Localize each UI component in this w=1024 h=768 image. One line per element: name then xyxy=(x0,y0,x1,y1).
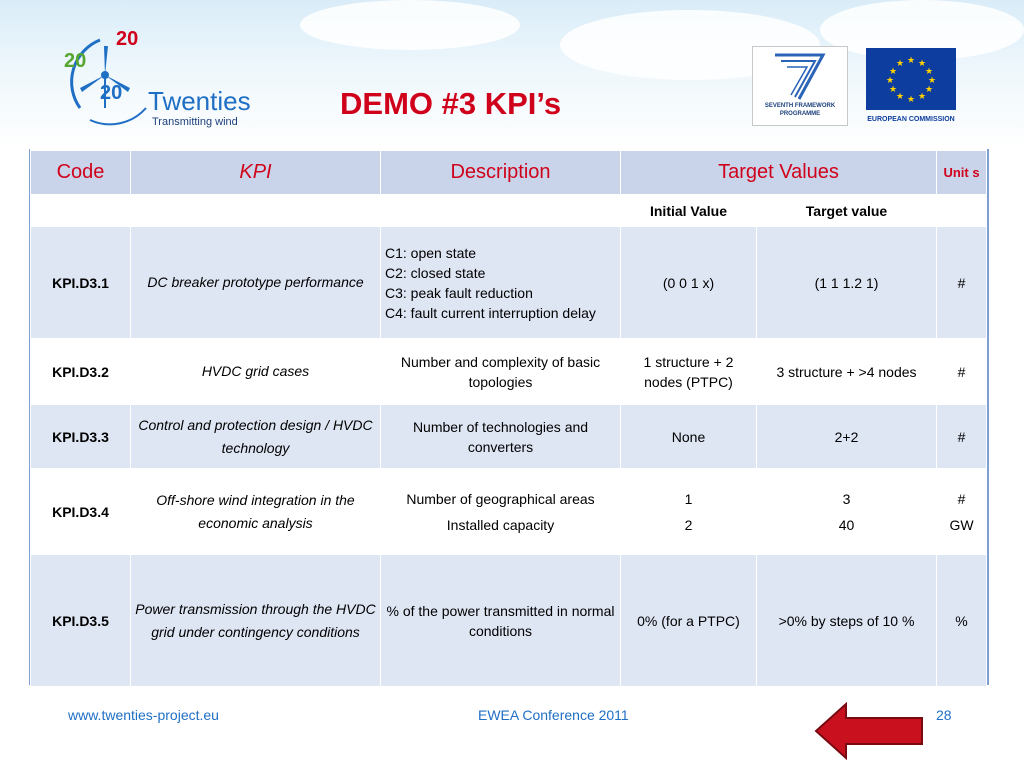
fp7-logo xyxy=(752,46,848,126)
target-item: 3 xyxy=(842,490,851,507)
target-item: 40 xyxy=(838,516,855,533)
subheader-target: Target value xyxy=(757,195,937,227)
seven-icon xyxy=(753,47,847,103)
header-description: Description xyxy=(381,151,621,195)
row-code: KPI.D3.4 xyxy=(31,469,131,555)
row-unit: # xyxy=(937,227,987,339)
cloud-shape xyxy=(300,0,520,50)
fp7-label-line1: SEVENTH FRAMEWORK xyxy=(764,103,836,109)
subheader-initial: Initial Value xyxy=(621,195,757,227)
svg-text:★: ★ xyxy=(917,59,927,69)
header-units: Unit s xyxy=(937,151,987,195)
table-row xyxy=(31,469,987,555)
header-kpi: KPI xyxy=(131,151,381,195)
row-kpi: Off-shore wind integration in the economic analysis xyxy=(131,469,381,555)
svg-text:★: ★ xyxy=(895,59,905,69)
row-kpi: Power transmission through the HVDC grid under contingency conditions xyxy=(131,555,381,687)
table-header-row xyxy=(31,151,987,195)
row-code: KPI.D3.3 xyxy=(31,405,131,469)
description-item: Number of geographical areas xyxy=(406,490,595,507)
row-initial-value: 0% (for a PTPC) xyxy=(621,555,757,687)
logo-year-bottom: 20 xyxy=(100,82,123,104)
eu-flag xyxy=(866,48,956,110)
row-code: KPI.D3.1 xyxy=(31,227,131,339)
svg-text:★: ★ xyxy=(888,85,898,95)
row-description: Number and complexity of basic topologies xyxy=(381,339,621,405)
row-initial-value: None xyxy=(621,405,757,469)
svg-text:★: ★ xyxy=(924,85,934,95)
table-row xyxy=(31,405,987,469)
logo-tagline: Transmitting wind xyxy=(152,116,238,128)
description-line: C1: open state xyxy=(385,244,477,261)
svg-text:★: ★ xyxy=(906,56,916,66)
initial-item: 2 xyxy=(684,516,693,533)
eu-label: EUROPEAN COMMISSION xyxy=(867,116,955,123)
svg-text:★: ★ xyxy=(927,76,937,86)
page-number: 28 xyxy=(936,707,952,723)
header-target-values: Target Values xyxy=(621,151,937,195)
description-line: C4: fault current interruption delay xyxy=(385,304,596,321)
row-code: KPI.D3.2 xyxy=(31,339,131,405)
unit-item: # xyxy=(957,490,966,507)
footer-url-link[interactable]: www.twenties-project.eu xyxy=(68,707,219,723)
kpi-table xyxy=(30,150,987,687)
row-unit: % xyxy=(937,555,987,687)
table-subheader-row xyxy=(31,195,987,227)
row-description: Number of technologies and converters xyxy=(381,405,621,469)
row-kpi: HVDC grid cases xyxy=(131,339,381,405)
row-initial-value: (0 0 1 x) xyxy=(621,227,757,339)
description-line: C2: closed state xyxy=(385,264,486,281)
page-title: DEMO #3 KPI’s xyxy=(340,86,562,121)
svg-text:★: ★ xyxy=(917,92,927,102)
row-description: % of the power transmitted in normal conditions xyxy=(381,555,621,687)
svg-text:★: ★ xyxy=(885,76,895,86)
row-unit: # xyxy=(937,339,987,405)
row-unit: # xyxy=(937,405,987,469)
row-code: KPI.D3.5 xyxy=(31,555,131,687)
header-code: Code xyxy=(31,151,131,195)
unit-item: GW xyxy=(949,516,974,533)
description-item: Installed capacity xyxy=(446,516,555,533)
row-unit xyxy=(937,469,987,555)
logo-year-top: 20 xyxy=(116,28,139,50)
row-target-value: (1 1 1.2 1) xyxy=(757,227,937,339)
description-line: C3: peak fault reduction xyxy=(385,284,533,301)
svg-text:★: ★ xyxy=(895,92,905,102)
table-row xyxy=(31,555,987,687)
row-target-value: 3 structure + >4 nodes xyxy=(757,339,937,405)
logo-year-left: 20 xyxy=(64,50,87,72)
footer-event: EWEA Conference 2011 xyxy=(478,707,629,723)
fp7-label-line2: PROGRAMME xyxy=(779,111,821,117)
table-row xyxy=(31,339,987,405)
row-target-value: >0% by steps of 10 % xyxy=(757,555,937,687)
row-target-value: 2+2 xyxy=(757,405,937,469)
svg-text:★: ★ xyxy=(888,67,898,77)
row-description xyxy=(381,227,621,339)
table-row xyxy=(31,227,987,339)
svg-text:★: ★ xyxy=(906,95,916,105)
row-initial-value: 1 structure + 2 nodes (PTPC) xyxy=(621,339,757,405)
left-arrow-icon[interactable] xyxy=(814,702,924,765)
svg-text:★: ★ xyxy=(924,67,934,77)
row-kpi: Control and protection design / HVDC technology xyxy=(131,405,381,469)
row-target-value xyxy=(757,469,937,555)
row-description xyxy=(381,469,621,555)
twenties-logo xyxy=(60,28,280,138)
row-kpi: DC breaker prototype performance xyxy=(131,227,381,339)
initial-item: 1 xyxy=(684,490,693,507)
row-initial-value xyxy=(621,469,757,555)
logo-name: Twenties xyxy=(148,86,251,116)
